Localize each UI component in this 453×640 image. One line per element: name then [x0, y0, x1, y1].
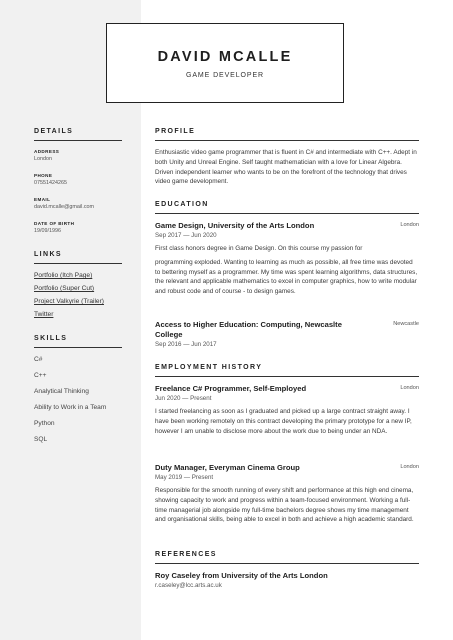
- profile-section: [155, 128, 419, 187]
- details-title: DETAILS: [34, 128, 122, 141]
- education-entry-location: Newcastle: [393, 321, 419, 327]
- email-value: david.mcalle@gmail.com: [34, 204, 94, 210]
- skill-item: C#: [34, 356, 43, 363]
- skill-item: Ability to Work in a Team: [34, 404, 107, 411]
- skills-title: SKILLS: [34, 335, 122, 348]
- education-entry-2: [155, 320, 419, 353]
- education-entry-header: [155, 320, 419, 340]
- employment-entry-header: [155, 463, 419, 473]
- dob-value: 19/09/1996: [34, 228, 61, 234]
- skill-item: Analytical Thinking: [34, 388, 89, 395]
- skills-section: [34, 335, 122, 452]
- skill-item: Python: [34, 420, 55, 427]
- employment-entry-title: Duty Manager, Everyman Cinema Group: [155, 463, 300, 472]
- employment-section: [155, 364, 419, 436]
- phone-label: PHONE: [34, 173, 53, 178]
- phone-value: 07551424265: [34, 180, 67, 186]
- links-title: LINKS: [34, 251, 122, 264]
- email-label: EMAIL: [34, 197, 51, 202]
- address-value: London: [34, 156, 52, 162]
- education-entry-text: programming exploded. Wanting to learning as much as possible, all free time was devoted to bettering myself as a programmer. My time was spent learning algorithms, data structures, the relevant and applicable mathematics to excel in computer graphics, how to write modular and robust code and of course - to design games.: [155, 258, 418, 296]
- link-itch-portfolio[interactable]: Portfolio (Itch Page): [34, 272, 93, 279]
- employment-entry-date: Jun 2020 — Present: [155, 395, 212, 402]
- education-entry-title: Access to Higher Education: Computing, Newcaslte College: [155, 320, 342, 339]
- employment-title: EMPLOYMENT HISTORY: [155, 364, 419, 377]
- references-section: [155, 551, 419, 594]
- reference-name: Roy Caseley from University of the Arts London: [155, 571, 328, 580]
- profile-text: Enthusiastic video game programmer that is fluent in C# and intermediate with C++. Adept in both Unity and Unreal Engine. Self taught mathematician with a love for Linear Algebra. Driven independent learner who wants to be on the forefront of the technology that drives video game development.: [155, 149, 417, 186]
- skill-item: SQL: [34, 436, 48, 443]
- employment-entry-text: I started freelancing as soon as I graduated and picked up a large contract straight away. I have been working remotely on this contract developing the primary prototype for a new IP, however I am unable to disclose more about the work due to being under an NDA.: [155, 408, 412, 435]
- education-entry-date: Sep 2016 — Jun 2017: [155, 341, 217, 348]
- skill-item: C++: [34, 372, 47, 379]
- references-title: REFERENCES: [155, 551, 419, 564]
- details-section: [34, 128, 122, 245]
- education-entry-date: Sep 2017 — Jun 2020: [155, 232, 217, 239]
- name-header-box: [106, 23, 344, 103]
- employment-entry-location: London: [400, 385, 419, 391]
- dob-label: DATE OF BIRTH: [34, 221, 75, 226]
- education-title: EDUCATION: [155, 201, 419, 214]
- employment-entry-location: London: [400, 464, 419, 470]
- link-project-valkyrie[interactable]: Project Valkyrie (Trailer): [34, 298, 104, 305]
- employment-entry-text: Responsible for the smooth running of every shift and performance at this high end cinema, showing capacity to work and progress within a team-focused environment. Working a full-time managerial job alongside my full-time bachelors degree shows my time management and organisational skills, being able to excel in both and achieve a high academic standard.: [155, 487, 414, 524]
- reference-email: r.caseley@lcc.arts.ac.uk: [155, 582, 222, 589]
- education-entry-text: First class honors degree in Game Design. On this course my passion for: [155, 245, 363, 252]
- education-entry-header: [155, 221, 419, 231]
- candidate-name: DAVID MCALLE: [157, 49, 293, 65]
- profile-title: PROFILE: [155, 128, 419, 141]
- education-entry-title: Game Design, University of the Arts London: [155, 221, 315, 230]
- employment-entry-2: [155, 463, 419, 525]
- employment-entry-title: Freelance C# Programmer, Self-Employed: [155, 384, 307, 393]
- candidate-role: GAME DEVELOPER: [186, 72, 264, 79]
- address-label: ADDRESS: [34, 149, 60, 154]
- employment-entry-date: May 2019 — Present: [155, 474, 214, 481]
- link-twitter[interactable]: Twitter: [34, 311, 54, 318]
- education-entry-location: London: [400, 222, 419, 228]
- link-supercut-portfolio[interactable]: Portfolio (Super Cut): [34, 285, 95, 292]
- links-section: [34, 251, 122, 324]
- employment-entry-header: [155, 384, 419, 394]
- education-section: [155, 201, 419, 297]
